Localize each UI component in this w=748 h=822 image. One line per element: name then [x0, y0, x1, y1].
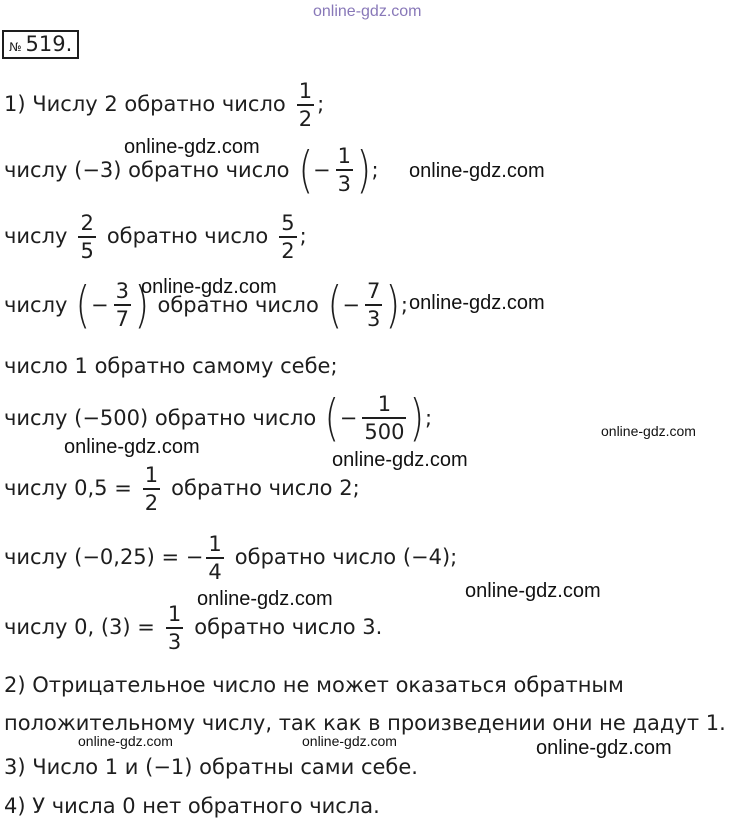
answer-line-1	[4, 80, 324, 130]
fraction	[279, 212, 296, 262]
denominator: 4	[208, 559, 222, 584]
line-9-text-a: числу 0, (3) =	[4, 615, 155, 640]
numerator: 1	[337, 144, 351, 169]
fraction	[166, 603, 183, 653]
fraction	[297, 80, 314, 130]
answer-line-10	[4, 675, 624, 696]
right-paren: )	[134, 276, 150, 334]
watermark: online-gdz.com	[197, 588, 333, 610]
answer-line-12	[4, 757, 418, 778]
fraction	[365, 280, 382, 330]
line-6-text: числу (−500) обратно число	[4, 405, 317, 430]
line-3-end: ;	[299, 224, 307, 249]
numerator: 3	[115, 279, 129, 304]
denominator: 3	[366, 306, 381, 331]
left-paren: (	[75, 276, 91, 334]
line-10-text: 2) Отрицательное число не может оказаться обратным	[4, 673, 624, 697]
watermark: online-gdz.com	[409, 160, 545, 182]
line-5-text: число 1 обратно самому себе;	[4, 354, 338, 378]
watermark: online-gdz.com	[409, 292, 545, 314]
line-1-text: 1) Числу 2 обратно число	[4, 92, 286, 117]
right-paren: )	[409, 389, 425, 447]
denominator: 7	[115, 306, 129, 331]
line-4-text-b: обратно число	[157, 292, 319, 317]
line-9-text-b: обратно число 3.	[194, 615, 383, 640]
answer-line-11	[4, 713, 726, 734]
fraction	[206, 533, 223, 583]
denominator: 2	[298, 106, 313, 131]
numerator: 1	[167, 602, 182, 626]
numerator: 5	[281, 211, 295, 235]
denominator: 3	[167, 629, 182, 654]
denominator: 2	[144, 490, 159, 515]
answer-line-8	[4, 533, 457, 583]
denominator: 5	[80, 238, 94, 263]
line-7-text-b: обратно число 2;	[171, 476, 360, 501]
answer-line-5	[4, 356, 338, 377]
numerator: 1	[144, 463, 159, 487]
numerator: 1	[298, 79, 313, 103]
line-2-end: ;	[371, 157, 379, 182]
answer-line-7	[4, 464, 360, 514]
problem-number-box	[2, 30, 79, 59]
line-4-text-a: числу	[4, 292, 68, 317]
line-3-text-a: числу	[4, 224, 68, 249]
denominator: 500	[364, 419, 405, 444]
line-1-end: ;	[317, 92, 325, 117]
watermark: online-gdz.com	[124, 136, 260, 158]
line-11-text: положительному числу, так как в произведении они не дадут 1.	[4, 711, 726, 735]
right-paren: )	[356, 141, 372, 199]
numerator: 2	[80, 211, 94, 235]
number-sign: №	[9, 40, 22, 54]
denominator: 3	[337, 171, 351, 196]
left-paren: (	[327, 276, 342, 334]
fraction	[336, 145, 353, 195]
fraction	[78, 212, 95, 262]
answer-line-13	[4, 796, 380, 817]
left-paren: (	[324, 389, 340, 447]
line-12-text: 3) Число 1 и (−1) обратны сами себе.	[4, 755, 418, 779]
minus-sign: −	[339, 405, 358, 430]
line-4-end: ;	[400, 292, 408, 317]
problem-number: 519.	[25, 32, 73, 56]
watermark: online-gdz.com	[141, 276, 277, 298]
watermark: online-gdz.com	[332, 449, 468, 471]
minus-sign: −	[90, 292, 109, 317]
denominator: 2	[281, 238, 295, 263]
line-2-text: числу (−3) обратно число	[4, 157, 290, 182]
watermark-top: online-gdz.com	[313, 3, 422, 20]
watermark: online-gdz.com	[302, 733, 397, 749]
watermark: online-gdz.com	[601, 423, 696, 439]
right-paren: )	[385, 276, 401, 334]
minus-sign: −	[313, 157, 331, 182]
watermark: online-gdz.com	[64, 436, 200, 458]
minus-sign: −	[342, 292, 360, 317]
line-6-end: ;	[424, 405, 433, 430]
line-8-text-b: обратно число (−4);	[234, 545, 458, 570]
line-7-text-a: числу 0,5 =	[4, 476, 132, 501]
line-13-text: 4) У числа 0 нет обратного числа.	[4, 794, 380, 818]
fraction	[362, 393, 406, 443]
left-paren: (	[297, 141, 313, 199]
numerator: 7	[366, 279, 381, 304]
watermark: online-gdz.com	[78, 733, 173, 749]
fraction	[114, 280, 131, 330]
watermark: online-gdz.com	[465, 580, 601, 602]
numerator: 1	[377, 392, 392, 417]
line-8-text-a: числу (−0,25) = −	[4, 545, 204, 570]
fraction	[143, 464, 160, 514]
watermark: online-gdz.com	[536, 737, 672, 759]
line-3-text-b: обратно число	[106, 224, 269, 249]
answer-line-3	[4, 212, 307, 262]
numerator: 1	[208, 532, 222, 556]
